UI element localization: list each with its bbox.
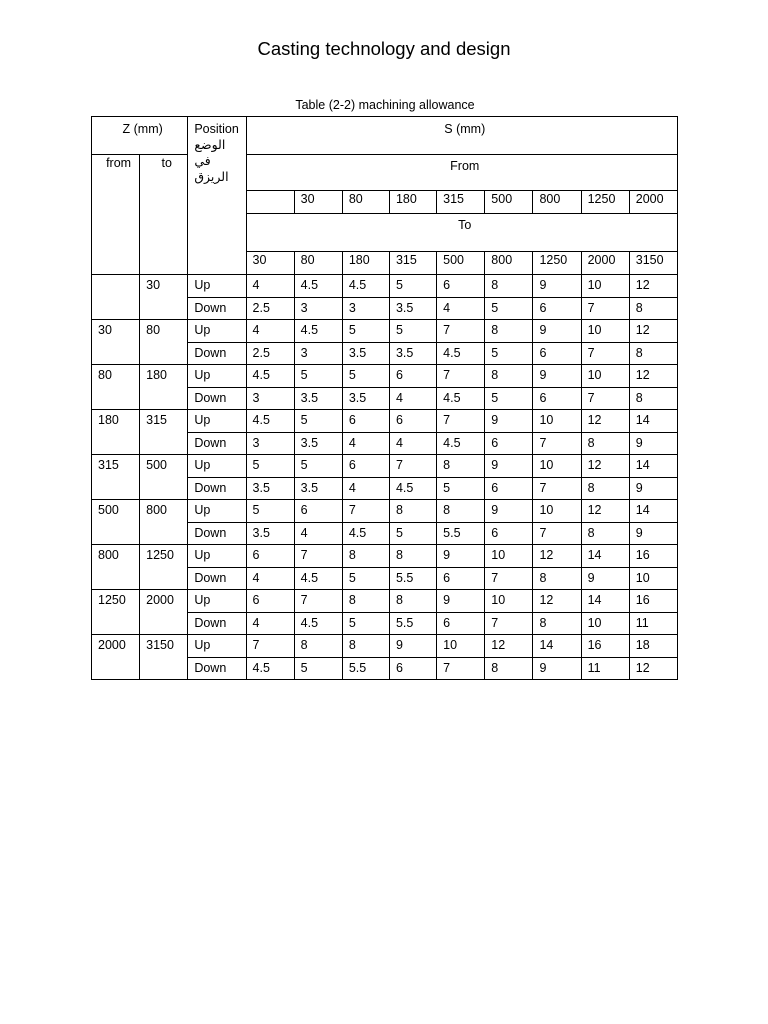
allowance-cell: 6 [485, 432, 533, 455]
allowance-cell: 6 [389, 410, 436, 433]
allowance-cell: 10 [485, 545, 533, 568]
allowance-cell: 7 [533, 432, 581, 455]
allowance-cell: 5 [389, 320, 436, 343]
allowance-cell: 10 [533, 500, 581, 523]
allowance-cell: 8 [581, 477, 629, 500]
allowance-cell: 5.5 [437, 522, 485, 545]
allowance-cell: 4.5 [294, 320, 342, 343]
machining-allowance-table [91, 116, 678, 680]
allowance-cell: 9 [581, 567, 629, 590]
allowance-cell: 7 [294, 545, 342, 568]
allowance-cell: 9 [629, 477, 677, 500]
allowance-cell: 5.5 [389, 567, 436, 590]
allowance-cell: 4.5 [437, 387, 485, 410]
allowance-cell: 12 [629, 365, 677, 388]
s-from-value: 1250 [581, 191, 629, 214]
z-from-cell: 1250 [92, 590, 140, 635]
allowance-cell: 8 [342, 635, 389, 658]
allowance-cell: 5 [246, 455, 294, 478]
allowance-cell: 6 [246, 545, 294, 568]
z-from-cell: 800 [92, 545, 140, 590]
table-row [92, 320, 678, 343]
allowance-cell: 10 [581, 365, 629, 388]
allowance-cell: 3.5 [294, 477, 342, 500]
table-row [92, 545, 678, 568]
allowance-cell: 7 [581, 387, 629, 410]
table-row [92, 635, 678, 658]
s-from-value: 30 [294, 191, 342, 214]
table-header [92, 117, 678, 275]
allowance-cell: 4.5 [294, 275, 342, 298]
allowance-cell: 7 [342, 500, 389, 523]
s-to-value: 315 [389, 252, 436, 275]
allowance-cell: 8 [533, 567, 581, 590]
position-cell: Up [188, 275, 246, 298]
allowance-cell: 5 [294, 410, 342, 433]
position-cell: Down [188, 477, 246, 500]
allowance-cell: 7 [485, 612, 533, 635]
allowance-cell: 8 [581, 522, 629, 545]
allowance-cell: 5 [342, 365, 389, 388]
allowance-cell: 5 [294, 657, 342, 680]
allowance-cell: 7 [485, 567, 533, 590]
position-arabic-2: في [194, 154, 211, 168]
allowance-cell: 9 [533, 320, 581, 343]
s-from-value: 180 [389, 191, 436, 214]
allowance-cell: 5.5 [342, 657, 389, 680]
s-header: S (mm) [246, 117, 677, 155]
allowance-cell: 3 [294, 342, 342, 365]
allowance-cell: 14 [581, 545, 629, 568]
allowance-cell: 3 [294, 297, 342, 320]
allowance-cell: 7 [389, 455, 436, 478]
s-from-value: 2000 [629, 191, 677, 214]
allowance-cell: 6 [437, 612, 485, 635]
allowance-cell: 8 [294, 635, 342, 658]
allowance-cell: 5 [246, 500, 294, 523]
allowance-cell: 6 [485, 477, 533, 500]
position-cell: Down [188, 567, 246, 590]
z-from-cell: 30 [92, 320, 140, 365]
allowance-cell: 9 [437, 590, 485, 613]
allowance-cell: 4.5 [294, 567, 342, 590]
allowance-cell: 9 [485, 500, 533, 523]
allowance-cell: 10 [533, 455, 581, 478]
s-from-value: 500 [485, 191, 533, 214]
z-to-cell: 1250 [140, 545, 188, 590]
z-to-header: to [140, 155, 188, 275]
s-to-value: 2000 [581, 252, 629, 275]
allowance-cell: 8 [437, 455, 485, 478]
position-cell: Down [188, 432, 246, 455]
allowance-cell: 6 [246, 590, 294, 613]
allowance-cell: 8 [389, 500, 436, 523]
allowance-cell: 4 [437, 297, 485, 320]
allowance-cell: 10 [533, 410, 581, 433]
allowance-cell: 4.5 [294, 612, 342, 635]
z-from-cell: 315 [92, 455, 140, 500]
allowance-cell: 12 [533, 590, 581, 613]
position-cell: Down [188, 342, 246, 365]
allowance-cell: 8 [629, 297, 677, 320]
s-to-value: 800 [485, 252, 533, 275]
allowance-cell: 6 [533, 387, 581, 410]
position-arabic-3: الريزق [194, 170, 229, 184]
position-cell: Up [188, 590, 246, 613]
position-cell: Up [188, 545, 246, 568]
allowance-cell: 5 [485, 342, 533, 365]
allowance-cell: 11 [581, 657, 629, 680]
allowance-cell: 12 [629, 657, 677, 680]
allowance-cell: 6 [342, 410, 389, 433]
allowance-cell: 9 [485, 455, 533, 478]
allowance-cell: 5 [342, 612, 389, 635]
allowance-cell: 6 [389, 657, 436, 680]
allowance-cell: 4.5 [389, 477, 436, 500]
s-to-value: 180 [342, 252, 389, 275]
allowance-cell: 12 [581, 455, 629, 478]
allowance-cell: 11 [629, 612, 677, 635]
position-cell: Up [188, 455, 246, 478]
allowance-cell: 3 [246, 432, 294, 455]
table-row [92, 455, 678, 478]
allowance-cell: 16 [581, 635, 629, 658]
allowance-cell: 12 [629, 275, 677, 298]
s-to-value: 80 [294, 252, 342, 275]
allowance-cell: 8 [485, 657, 533, 680]
position-cell: Down [188, 612, 246, 635]
allowance-cell: 3.5 [246, 522, 294, 545]
z-to-cell: 30 [140, 275, 188, 320]
allowance-cell: 8 [437, 500, 485, 523]
z-from-cell: 180 [92, 410, 140, 455]
position-header [188, 117, 246, 275]
allowance-cell: 4.5 [437, 432, 485, 455]
allowance-cell: 14 [629, 410, 677, 433]
allowance-cell: 8 [342, 590, 389, 613]
allowance-cell: 4 [294, 522, 342, 545]
allowance-cell: 4 [389, 432, 436, 455]
table-caption: Table (2-2) machining allowance [295, 98, 475, 112]
allowance-cell: 6 [485, 522, 533, 545]
allowance-cell: 5 [294, 455, 342, 478]
allowance-cell: 6 [437, 275, 485, 298]
allowance-cell: 10 [581, 612, 629, 635]
z-from-cell: 500 [92, 500, 140, 545]
allowance-cell: 3 [342, 297, 389, 320]
allowance-cell: 6 [294, 500, 342, 523]
allowance-cell: 8 [389, 545, 436, 568]
allowance-cell: 10 [437, 635, 485, 658]
table-body [92, 275, 678, 680]
z-to-cell: 80 [140, 320, 188, 365]
allowance-cell: 3.5 [389, 297, 436, 320]
allowance-cell: 18 [629, 635, 677, 658]
allowance-cell: 6 [389, 365, 436, 388]
allowance-cell: 7 [294, 590, 342, 613]
allowance-cell: 14 [533, 635, 581, 658]
allowance-cell: 12 [629, 320, 677, 343]
s-to-value: 3150 [629, 252, 677, 275]
allowance-cell: 9 [533, 275, 581, 298]
allowance-cell: 8 [629, 387, 677, 410]
position-label: Position [194, 122, 239, 136]
table-row [92, 275, 678, 298]
s-from-value: 315 [437, 191, 485, 214]
allowance-cell: 7 [246, 635, 294, 658]
allowance-cell: 4.5 [342, 275, 389, 298]
allowance-cell: 9 [629, 432, 677, 455]
z-from-header: from [92, 155, 140, 275]
allowance-cell: 2.5 [246, 297, 294, 320]
allowance-cell: 4.5 [342, 522, 389, 545]
allowance-cell: 9 [389, 635, 436, 658]
allowance-cell: 12 [533, 545, 581, 568]
allowance-cell: 7 [533, 522, 581, 545]
allowance-cell: 12 [581, 410, 629, 433]
s-to-value: 1250 [533, 252, 581, 275]
z-to-cell: 800 [140, 500, 188, 545]
z-to-cell: 315 [140, 410, 188, 455]
allowance-cell: 4 [342, 432, 389, 455]
z-header: Z (mm) [92, 117, 188, 155]
z-to-cell: 3150 [140, 635, 188, 680]
allowance-cell: 14 [629, 455, 677, 478]
allowance-cell: 7 [581, 297, 629, 320]
z-to-cell: 500 [140, 455, 188, 500]
s-to-label: To [246, 214, 677, 252]
allowance-cell: 6 [437, 567, 485, 590]
allowance-cell: 9 [533, 365, 581, 388]
allowance-cell: 8 [485, 365, 533, 388]
allowance-cell: 4 [246, 275, 294, 298]
z-to-cell: 180 [140, 365, 188, 410]
allowance-cell: 9 [533, 657, 581, 680]
allowance-cell: 4 [246, 567, 294, 590]
allowance-cell: 6 [533, 342, 581, 365]
allowance-cell: 5.5 [389, 612, 436, 635]
z-to-cell: 2000 [140, 590, 188, 635]
allowance-cell: 8 [485, 275, 533, 298]
allowance-cell: 9 [437, 545, 485, 568]
allowance-cell: 5 [437, 477, 485, 500]
table-row [92, 410, 678, 433]
allowance-cell: 5 [389, 275, 436, 298]
allowance-cell: 3.5 [342, 342, 389, 365]
allowance-cell: 7 [581, 342, 629, 365]
s-to-value: 30 [246, 252, 294, 275]
allowance-cell: 8 [629, 342, 677, 365]
allowance-cell: 8 [389, 590, 436, 613]
z-from-cell: 2000 [92, 635, 140, 680]
allowance-cell: 6 [342, 455, 389, 478]
position-cell: Down [188, 522, 246, 545]
s-from-value: 800 [533, 191, 581, 214]
z-from-cell: 80 [92, 365, 140, 410]
allowance-cell: 7 [437, 410, 485, 433]
allowance-cell: 3.5 [389, 342, 436, 365]
allowance-cell: 5 [485, 387, 533, 410]
document-title: Casting technology and design [257, 38, 511, 59]
allowance-cell: 9 [485, 410, 533, 433]
allowance-cell: 3 [246, 387, 294, 410]
position-cell: Up [188, 635, 246, 658]
allowance-cell: 7 [437, 365, 485, 388]
allowance-cell: 14 [629, 500, 677, 523]
allowance-cell: 8 [581, 432, 629, 455]
s-from-value [246, 191, 294, 214]
allowance-cell: 14 [581, 590, 629, 613]
position-cell: Down [188, 297, 246, 320]
allowance-cell: 9 [629, 522, 677, 545]
allowance-cell: 5 [294, 365, 342, 388]
allowance-cell: 3.5 [246, 477, 294, 500]
allowance-cell: 12 [581, 500, 629, 523]
allowance-cell: 4 [246, 320, 294, 343]
position-cell: Up [188, 410, 246, 433]
allowance-cell: 12 [485, 635, 533, 658]
allowance-cell: 6 [533, 297, 581, 320]
s-to-value: 500 [437, 252, 485, 275]
z-from-cell [92, 275, 140, 320]
allowance-cell: 4 [246, 612, 294, 635]
allowance-cell: 4.5 [246, 657, 294, 680]
allowance-cell: 5 [389, 522, 436, 545]
allowance-cell: 10 [581, 320, 629, 343]
allowance-cell: 16 [629, 545, 677, 568]
allowance-cell: 8 [485, 320, 533, 343]
allowance-cell: 4.5 [246, 365, 294, 388]
allowance-cell: 3.5 [294, 387, 342, 410]
allowance-cell: 10 [485, 590, 533, 613]
allowance-cell: 5 [485, 297, 533, 320]
position-cell: Up [188, 365, 246, 388]
position-arabic-1: الوضع [194, 138, 226, 152]
allowance-cell: 5 [342, 320, 389, 343]
table-row [92, 590, 678, 613]
position-cell: Up [188, 500, 246, 523]
position-cell: Down [188, 387, 246, 410]
allowance-cell: 4.5 [246, 410, 294, 433]
table-row [92, 365, 678, 388]
allowance-cell: 7 [533, 477, 581, 500]
allowance-cell: 2.5 [246, 342, 294, 365]
allowance-cell: 4.5 [437, 342, 485, 365]
table-row [92, 500, 678, 523]
allowance-cell: 7 [437, 657, 485, 680]
position-cell: Up [188, 320, 246, 343]
position-cell: Down [188, 657, 246, 680]
allowance-cell: 4 [342, 477, 389, 500]
allowance-cell: 16 [629, 590, 677, 613]
s-from-label: From [246, 155, 677, 191]
s-from-value: 80 [342, 191, 389, 214]
allowance-cell: 10 [581, 275, 629, 298]
allowance-cell: 3.5 [294, 432, 342, 455]
allowance-cell: 4 [389, 387, 436, 410]
allowance-cell: 3.5 [342, 387, 389, 410]
allowance-cell: 8 [342, 545, 389, 568]
allowance-cell: 8 [533, 612, 581, 635]
allowance-cell: 5 [342, 567, 389, 590]
allowance-cell: 7 [437, 320, 485, 343]
allowance-cell: 10 [629, 567, 677, 590]
